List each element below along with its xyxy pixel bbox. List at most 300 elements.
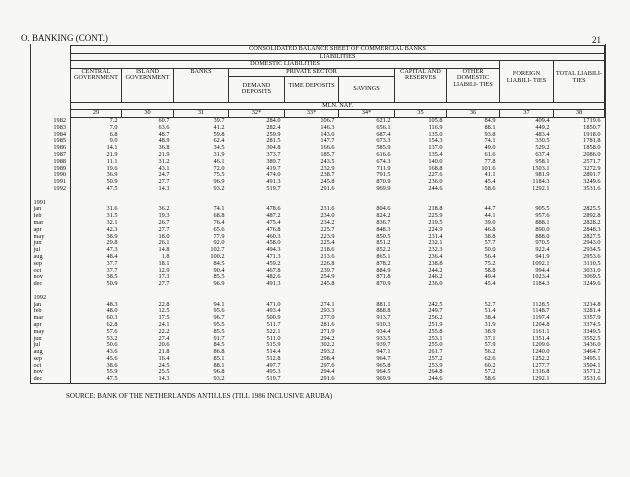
- cell-value: 851.2: [376, 240, 391, 247]
- cell-value: 476.8: [266, 226, 281, 233]
- cell-value: 304.8: [266, 145, 281, 152]
- col-savings: SAVINGS: [339, 76, 395, 102]
- cell-value: 48.0: [106, 308, 118, 315]
- cell-value: 219.5: [428, 219, 443, 226]
- cell-value: 242.5: [428, 301, 443, 308]
- table-row: [31, 356, 605, 363]
- row-label: 1988: [31, 159, 71, 166]
- cell-value: 16.4: [158, 355, 170, 362]
- cell-value: 85.5: [213, 328, 225, 335]
- table-row: [31, 363, 605, 370]
- cell-value: 24.5: [158, 362, 170, 369]
- cell-value: 529.2: [535, 145, 550, 152]
- cell-value: 852.2: [376, 247, 391, 254]
- cell-value: 39.7: [213, 117, 225, 124]
- cell-value: 674.3: [376, 158, 391, 165]
- cell-value: 60.7: [158, 117, 170, 124]
- cell-value: 519.7: [266, 376, 281, 383]
- cell-value: 888.8: [376, 308, 391, 315]
- cell-value: 50.9: [106, 281, 118, 288]
- cell-value: 56.2: [484, 349, 496, 356]
- cell-value: 223.9: [320, 233, 335, 240]
- cell-value: 934.4: [376, 328, 391, 335]
- cell-value: 933.5: [376, 335, 391, 342]
- cell-value: 62.4: [213, 138, 225, 145]
- cell-value: 467.8: [266, 267, 281, 274]
- cell-value: 2953.6: [583, 253, 601, 260]
- liabilities-header: LIABILITIES: [71, 53, 605, 61]
- cell-value: 1128.5: [532, 301, 550, 308]
- cell-value: 29.8: [106, 240, 118, 247]
- cell-value: 27.7: [158, 179, 170, 186]
- table-row: [31, 342, 605, 349]
- cell-value: 294.4: [320, 369, 335, 376]
- cell-value: 137.0: [428, 145, 443, 152]
- row-label: 1983: [31, 125, 71, 132]
- cell-value: 848.3: [376, 226, 391, 233]
- cell-value: 884.9: [376, 267, 391, 274]
- cell-value: 621.2: [376, 117, 391, 124]
- cell-value: 2828.2: [583, 219, 601, 226]
- cell-value: 43.6: [106, 349, 118, 356]
- cell-value: 50.6: [106, 342, 118, 349]
- cell-value: 3552.5: [583, 335, 601, 342]
- cell-value: 511.7: [266, 321, 281, 328]
- cell-value: 74.1: [484, 138, 496, 145]
- cell-value: 1277.7: [532, 362, 550, 369]
- cell-value: 616.6: [376, 151, 391, 158]
- cell-value: 232.3: [428, 247, 443, 254]
- cell-value: 65.6: [213, 226, 225, 233]
- cell-value: 95.6: [213, 308, 225, 315]
- row-label: feb: [31, 308, 71, 315]
- row-label: 1985: [31, 138, 71, 145]
- blank: [31, 288, 71, 295]
- row-label: jan: [31, 302, 71, 309]
- row-label: sep: [31, 356, 71, 363]
- page-number: 21: [592, 35, 601, 45]
- table-row: [31, 166, 605, 173]
- row-label: jul: [31, 247, 71, 254]
- row-label: nov: [31, 274, 71, 281]
- cell-value: 239.7: [320, 267, 335, 274]
- private-sector-header: PRIVATE SECTOR: [229, 68, 395, 76]
- cell-value: 18.0: [158, 233, 170, 240]
- blank: [71, 288, 605, 295]
- cell-value: 1850.7: [583, 124, 601, 131]
- cell-value: 791.5: [376, 172, 391, 179]
- cell-value: 1351.4: [532, 335, 550, 342]
- table-row: [31, 186, 605, 193]
- cell-value: 85.1: [213, 355, 225, 362]
- cell-value: 512.8: [266, 355, 281, 362]
- cell-value: 41.1: [484, 172, 496, 179]
- cell-value: 261.7: [428, 349, 443, 356]
- table-row: [31, 179, 605, 186]
- cell-value: 47.5: [106, 185, 118, 192]
- cell-value: 84.5: [213, 260, 225, 267]
- cell-value: 43.1: [158, 165, 170, 172]
- cell-value: 166.6: [320, 145, 335, 152]
- column-number: 35: [395, 110, 447, 118]
- cell-value: 21.9: [106, 151, 118, 158]
- spacer-row: [31, 288, 605, 295]
- table-row: [31, 118, 605, 125]
- cell-value: 495.3: [266, 369, 281, 376]
- cell-value: 249.7: [428, 308, 443, 315]
- cell-value: 96.7: [213, 315, 225, 322]
- cell-value: 49.4: [484, 274, 496, 281]
- cell-value: 3357.9: [583, 315, 601, 322]
- cell-value: 850.5: [376, 233, 391, 240]
- cell-value: 870.9: [376, 179, 391, 186]
- column-number: 36: [447, 110, 500, 118]
- column-number: 33*: [285, 110, 339, 118]
- cell-value: 17.5: [158, 315, 170, 322]
- cell-value: 910.3: [376, 321, 391, 328]
- cell-value: 12.9: [158, 267, 170, 274]
- column-number: 30: [122, 110, 174, 118]
- cell-value: 471.0: [266, 301, 281, 308]
- table-row: [31, 274, 605, 281]
- cell-value: 24.1: [158, 321, 170, 328]
- row-label: 1984: [31, 132, 71, 139]
- column-number: 34*: [339, 110, 395, 118]
- table-row: [31, 369, 605, 376]
- cell-value: 31.5: [106, 213, 118, 220]
- cell-value: 870.9: [376, 281, 391, 288]
- row-label: sep: [31, 261, 71, 268]
- cell-value: 881.1: [376, 301, 391, 308]
- cell-value: 3436.0: [583, 342, 601, 349]
- row-label: 1992: [31, 186, 71, 193]
- cell-value: 888.1: [535, 219, 550, 226]
- cell-value: 236.0: [428, 179, 443, 186]
- cell-value: 1719.6: [583, 117, 601, 124]
- cell-value: 7.0: [109, 124, 118, 131]
- table-row: [31, 329, 605, 336]
- cell-value: 26.7: [158, 219, 170, 226]
- cell-value: 1292.1: [532, 185, 550, 192]
- cell-value: 964.5: [376, 369, 391, 376]
- cell-value: 483.4: [535, 131, 550, 138]
- row-label: dec: [31, 281, 71, 288]
- cell-value: 3031.0: [583, 267, 601, 274]
- cell-value: 281.6: [320, 321, 335, 328]
- table-row: [31, 227, 605, 234]
- cell-value: 213.6: [320, 253, 335, 260]
- cell-value: 57.7: [484, 240, 496, 247]
- cell-value: 449.2: [535, 124, 550, 131]
- cell-value: 58.6: [484, 376, 496, 383]
- cell-value: 2571.7: [583, 158, 601, 165]
- row-label: may: [31, 329, 71, 336]
- cell-value: 1240.0: [532, 349, 550, 356]
- cell-value: 48.4: [106, 253, 118, 260]
- cell-value: 947.1: [376, 349, 391, 356]
- cell-value: 19.3: [158, 213, 170, 220]
- row-label: aug: [31, 349, 71, 356]
- table-title: CONSOLIDATED BALANCE SHEET OF COMMERCIAL BANKS: [71, 46, 605, 54]
- cell-value: 146.3: [320, 124, 335, 131]
- cell-value: 100.2: [210, 253, 225, 260]
- col-other-domestic: OTHER DOMESTIC LIABILI- TIES: [447, 68, 500, 102]
- spacer-row: [31, 295, 605, 302]
- unit-label: MLN. NAF.: [71, 102, 605, 110]
- cell-value: 45.4: [484, 179, 496, 186]
- col-demand-deposits: DEMAND DEPOSITS: [229, 76, 285, 102]
- cell-value: 522.1: [266, 328, 281, 335]
- cell-value: 38.9: [106, 233, 118, 240]
- cell-value: 497.7: [266, 362, 281, 369]
- cell-value: 57.6: [106, 328, 118, 335]
- cell-value: 2891.7: [583, 172, 601, 179]
- cell-value: 824.2: [376, 213, 391, 220]
- cell-value: 7.2: [109, 117, 118, 124]
- cell-value: 253.1: [428, 335, 443, 342]
- cell-value: 75.2: [484, 260, 496, 267]
- table-row: [31, 308, 605, 315]
- cell-value: 34.5: [213, 145, 225, 152]
- cell-value: 92.0: [213, 240, 225, 247]
- cell-value: 1092.1: [532, 260, 550, 267]
- row-label: 1990: [31, 172, 71, 179]
- table-row: [31, 206, 605, 213]
- cell-value: 38.5: [106, 274, 118, 281]
- cell-value: 3110.5: [583, 260, 601, 267]
- cell-value: 74.1: [213, 206, 225, 213]
- cell-value: 106.7: [320, 117, 335, 124]
- cell-value: 1781.8: [583, 138, 601, 145]
- col-banks: BANKS: [174, 68, 229, 102]
- cell-value: 36.8: [158, 145, 170, 152]
- cell-value: 93.8: [484, 131, 496, 138]
- cell-value: 93.2: [213, 376, 225, 383]
- cell-value: 105.8: [428, 117, 443, 124]
- row-label: 1987: [31, 152, 71, 159]
- cell-value: 256.2: [428, 315, 443, 322]
- cell-value: 941.9: [535, 253, 550, 260]
- cell-value: 585.9: [376, 145, 391, 152]
- cell-value: 1209.6: [532, 342, 550, 349]
- table-row: [31, 138, 605, 145]
- cell-value: 37.1: [484, 335, 496, 342]
- cell-value: 41.2: [213, 124, 225, 131]
- cell-value: 94.1: [213, 301, 225, 308]
- cell-value: 77.8: [484, 158, 496, 165]
- row-label: apr: [31, 227, 71, 234]
- cell-value: 687.4: [376, 131, 391, 138]
- cell-value: 3495.1: [583, 355, 601, 362]
- cell-value: 21.9: [158, 151, 170, 158]
- cell-value: 25.5: [158, 369, 170, 376]
- cell-value: 274.1: [320, 301, 335, 308]
- cell-value: 135.4: [428, 151, 443, 158]
- year-group-label: 1991: [31, 200, 71, 207]
- cell-value: 31.9: [213, 151, 225, 158]
- cell-value: 254.9: [320, 274, 335, 281]
- cell-value: 291.6: [320, 376, 335, 383]
- cell-value: 482.6: [266, 274, 281, 281]
- cell-value: 56.4: [484, 253, 496, 260]
- table-row: [31, 132, 605, 139]
- cell-value: 85.5: [213, 274, 225, 281]
- cell-value: 6.8: [109, 131, 118, 138]
- cell-value: 225.9: [428, 213, 443, 220]
- cell-value: 255.8: [428, 328, 443, 335]
- cell-value: 3374.5: [583, 321, 601, 328]
- cell-value: 244.6: [428, 185, 443, 192]
- cell-value: 234.0: [320, 213, 335, 220]
- cell-value: 475.4: [266, 219, 281, 226]
- cell-value: 47.5: [106, 376, 118, 383]
- cell-value: 1316.8: [532, 369, 550, 376]
- cell-value: 22.8: [158, 301, 170, 308]
- table-row: [31, 125, 605, 132]
- cell-value: 244.2: [428, 267, 443, 274]
- row-label: oct: [31, 363, 71, 370]
- cell-value: 68.8: [213, 213, 225, 220]
- row-label: mar: [31, 315, 71, 322]
- cell-value: 478.6: [266, 206, 281, 213]
- row-label: jun: [31, 240, 71, 247]
- cell-value: 905.5: [535, 206, 550, 213]
- cell-value: 19.6: [106, 165, 118, 172]
- cell-value: 42.3: [106, 226, 118, 233]
- cell-value: 471.3: [266, 253, 281, 260]
- cell-value: 500.9: [266, 315, 281, 322]
- cell-value: 58.6: [484, 185, 496, 192]
- cell-value: 31.9: [484, 321, 496, 328]
- blank: [71, 200, 605, 207]
- row-label: feb: [31, 213, 71, 220]
- cell-value: 61.6: [484, 151, 496, 158]
- table-row: [31, 247, 605, 254]
- cell-value: 21.8: [158, 349, 170, 356]
- cell-value: 53.2: [106, 335, 118, 342]
- cell-value: 3214.8: [583, 301, 601, 308]
- table-row: [31, 172, 605, 179]
- cell-value: 62.6: [484, 355, 496, 362]
- row-label: may: [31, 234, 71, 241]
- cell-value: 31.2: [158, 158, 170, 165]
- cell-value: 836.7: [376, 219, 391, 226]
- cell-value: 27.7: [158, 281, 170, 288]
- column-number: 37: [500, 110, 554, 118]
- cell-value: 46.1: [213, 158, 225, 165]
- cell-value: 96.9: [213, 179, 225, 186]
- cell-value: 46.8: [484, 226, 496, 233]
- cell-value: 3272.9: [583, 165, 601, 172]
- cell-value: 58.8: [484, 267, 496, 274]
- cell-value: 243.5: [320, 158, 335, 165]
- cell-value: 871.8: [376, 274, 391, 281]
- table-row: [31, 261, 605, 268]
- cell-value: 14.3: [158, 185, 170, 192]
- cell-value: 232.9: [320, 165, 335, 172]
- cell-value: 63.6: [158, 124, 170, 131]
- table-row: [31, 213, 605, 220]
- cell-value: 994.4: [535, 267, 550, 274]
- row-label: nov: [31, 369, 71, 376]
- cell-value: 76.4: [213, 219, 225, 226]
- cell-value: 965.8: [376, 362, 391, 369]
- cell-value: 147.7: [320, 138, 335, 145]
- cell-value: 116.9: [428, 124, 443, 131]
- cell-value: 1184.3: [532, 281, 550, 288]
- cell-value: 31.6: [106, 206, 118, 213]
- cell-value: 1148.7: [532, 308, 550, 315]
- cell-value: 1161.1: [532, 328, 550, 335]
- cell-value: 293.3: [320, 308, 335, 315]
- balance-sheet-table: [30, 45, 605, 383]
- blank: [71, 193, 605, 200]
- cell-value: 37.7: [106, 267, 118, 274]
- row-label: apr: [31, 322, 71, 329]
- cell-value: 27.4: [158, 335, 170, 342]
- cell-value: 12.5: [158, 308, 170, 315]
- cell-value: 2943.0: [583, 240, 601, 247]
- cell-value: 409.4: [535, 117, 550, 124]
- table-row: [31, 315, 605, 322]
- cell-value: 957.6: [535, 213, 550, 220]
- cell-value: 2892.8: [583, 213, 601, 220]
- row-label: jun: [31, 336, 71, 343]
- cell-value: 226.8: [320, 260, 335, 267]
- cell-value: 26.1: [158, 240, 170, 247]
- cell-value: 17.3: [158, 274, 170, 281]
- cell-value: 3531.6: [583, 185, 601, 192]
- blank: [31, 193, 71, 200]
- cell-value: 711.9: [376, 165, 391, 172]
- col-capital-reserves: CAPITAL AND RESERVES: [395, 68, 447, 102]
- cell-value: 9.0: [109, 138, 118, 145]
- cell-value: 47.3: [106, 247, 118, 254]
- table-row: [31, 254, 605, 261]
- cell-value: 14.3: [158, 376, 170, 383]
- cell-value: 964.7: [376, 355, 391, 362]
- cell-value: 48.9: [158, 138, 170, 145]
- cell-value: 939.7: [376, 342, 391, 349]
- cell-value: 804.6: [376, 206, 391, 213]
- cell-value: 3281.4: [583, 308, 601, 315]
- row-label: oct: [31, 268, 71, 275]
- table-row: [31, 322, 605, 329]
- cell-value: 44.1: [484, 213, 496, 220]
- table-row: [31, 349, 605, 356]
- cell-value: 3249.6: [583, 179, 601, 186]
- table-row: [31, 268, 605, 275]
- cell-value: 389.7: [266, 158, 281, 165]
- cell-value: 38.9: [484, 328, 496, 335]
- cell-value: 91.7: [213, 335, 225, 342]
- col-time-deposits: TIME DEPOSITS: [285, 76, 339, 102]
- cell-value: 888.0: [535, 233, 550, 240]
- cell-value: 95.5: [213, 321, 225, 328]
- row-label: jan: [31, 206, 71, 213]
- cell-value: 251.9: [428, 321, 443, 328]
- cell-value: 271.9: [320, 328, 335, 335]
- cell-value: 460.3: [266, 233, 281, 240]
- cell-value: 1503.1: [532, 165, 550, 172]
- cell-value: 373.7: [266, 151, 281, 158]
- cell-value: 96.9: [213, 281, 225, 288]
- cell-value: 218.8: [428, 206, 443, 213]
- cell-value: 236.0: [428, 281, 443, 288]
- column-number: 31: [174, 110, 229, 118]
- cell-value: 878.2: [376, 260, 391, 267]
- col-foreign: FOREIGN LIABILI- TIES: [500, 61, 554, 103]
